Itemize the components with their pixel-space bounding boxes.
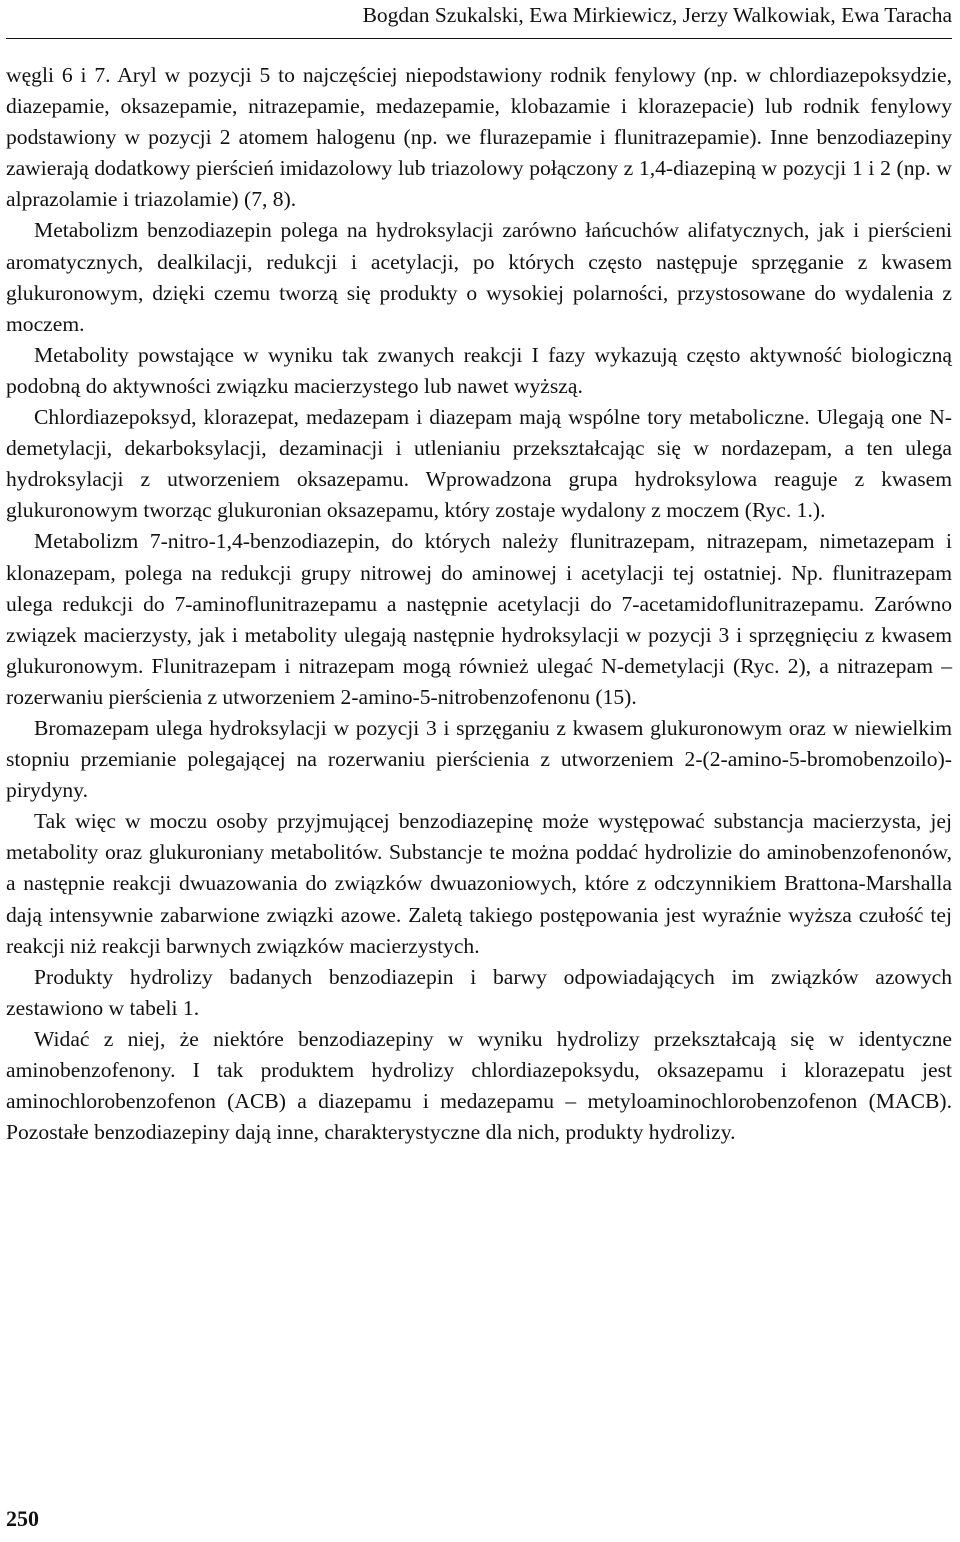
running-header-authors: Bogdan Szukalski, Ewa Mirkiewicz, Jerzy Walkowiak, Ewa Taracha [362,3,952,27]
paragraph-aryl-continuation: węgli 6 i 7. Aryl w pozycji 5 to najczęściej niepodstawiony rodnik fenylowy (np. w chlordiazepoksydzie, diazepamie, oksazepamie, nitrazepamie, medazepamie, klobazamie i klorazepacie) lub rodnik fenylowy podstawiony w pozycji 2 atomem halogenu (np. we flurazepamie i flunitrazepamie). Inne benzodiazepiny zawierają dodatkowy pierścień imidazolowy lub triazolowy połączony z 1,4-diazepiną w pozycji 1 i 2 (np. w alprazolamie i triazolamie) (7, 8). [6,63,952,212]
paragraph-hydrolysis-products: Produkty hydrolizy badanych benzodiazepin i barwy odpowiadających im związków azowych zestawiono w tabeli 1. [6,964,952,1020]
header-rule [6,38,952,39]
paragraph-aminobenzophenones: Widać z niej, że niektóre benzodiazepiny w wyniku hydrolizy przekształcają się w identyczne aminobenzofenony. I tak produktem hydrolizy chlordiazepoksydu, oksazepamu i klorazepatu jest aminochlorobenzofenon (ACB) a diazepamu i medazepamu – metyloaminochlorobenzofenon (MACB). Pozostałe benzodiazepiny dają inne, charakterystyczne dla nich, produkty hydrolizy. [6,1026,952,1145]
paragraph-bromazepam: Bromazepam ulega hydroksylacji w pozycji 3 i sprzęganiu z kwasem glukuronowym oraz w niewielkim stopniu przemianie polegającej na rozerwaniu pierścienia z utworzeniem 2-(2-amino-5-bromobenzoilo)-pirydyny. [6,715,952,803]
paragraph-common-pathways: Chlordiazepoksyd, klorazepat, medazepam i diazepam mają wspólne tory metaboliczne. Ulegają one N-demetylacji, dekarboksylacji, dezaminacji i utlenianiu przekształcając się w nordazepam, a ten ulega hydroksylacji z utworzeniem oksazepamu. Wprowadzona grupa hydroksylowa reaguje z kwasem glukuronowym tworząc glukuronian oksazepamu, który zostaje wydalony z moczem (Ryc. 1.). [6,405,952,523]
page-number: 250 [6,1506,39,1531]
paragraph-phase-one-metabolites: Metabolity powstające w wyniku tak zwanych reakcji I fazy wykazują często aktywność biologiczną podobną do aktywności związku macierzystego lub nawet wyższą. [6,342,952,398]
body-text [6,60,952,1148]
paragraph-metabolism: Metabolizm benzodiazepin polega na hydroksylacji zarówno łańcuchów alifatycznych, jak i pierścieni aromatycznych, dealkilacji, redukcji i acetylacji, po których często następuje sprzęganie z kwasem glukuronowym, dzięki czemu tworzą się produkty o wysokiej polarności, przystosowane do wydalenia z moczem. [6,218,952,336]
paragraph-nitro-benzodiazepines: Metabolizm 7-nitro-1,4-benzodiazepin, do których należy flunitrazepam, nitrazepam, nimetazepam i klonazepam, polega na redukcji grupy nitrowej do aminowej i acetylacji tej ostatniej. Np. flunitrazepam ulega redukcji do 7-aminoflunitrazepamu a następnie acetylacji do 7-acetamidoflunitrazepamu. Zarówno związek macierzysty, jak i metabolity ulegają następnie hydroksylacji w pozycji 3 i sprzęgnięciu z kwasem glukuronowym. Flunitrazepam i nitrazepam mogą również ulegać N-demetylacji (Ryc. 2), a nitrazepam – rozerwaniu pierścienia z utworzeniem 2-amino-5-nitrobenzofenonu (15). [6,529,952,709]
paragraph-urine-hydrolysis: Tak więc w moczu osoby przyjmującej benzodiazepinę może występować substancja macierzysta, jej metabolity oraz glukuroniany metabolitów. Substancje te można poddać hydrolizie do aminobenzofenonów, a następnie reakcji dwuazowania do związków dwuazoniowych, które z odczynnikiem Brattona-Marshalla dają intensywnie zabarwione związki azowe. Zaletą takiego postępowania jest wyraźnie wyższa czułość tej reakcji niż reakcji barwnych związków macierzystych. [6,809,952,958]
